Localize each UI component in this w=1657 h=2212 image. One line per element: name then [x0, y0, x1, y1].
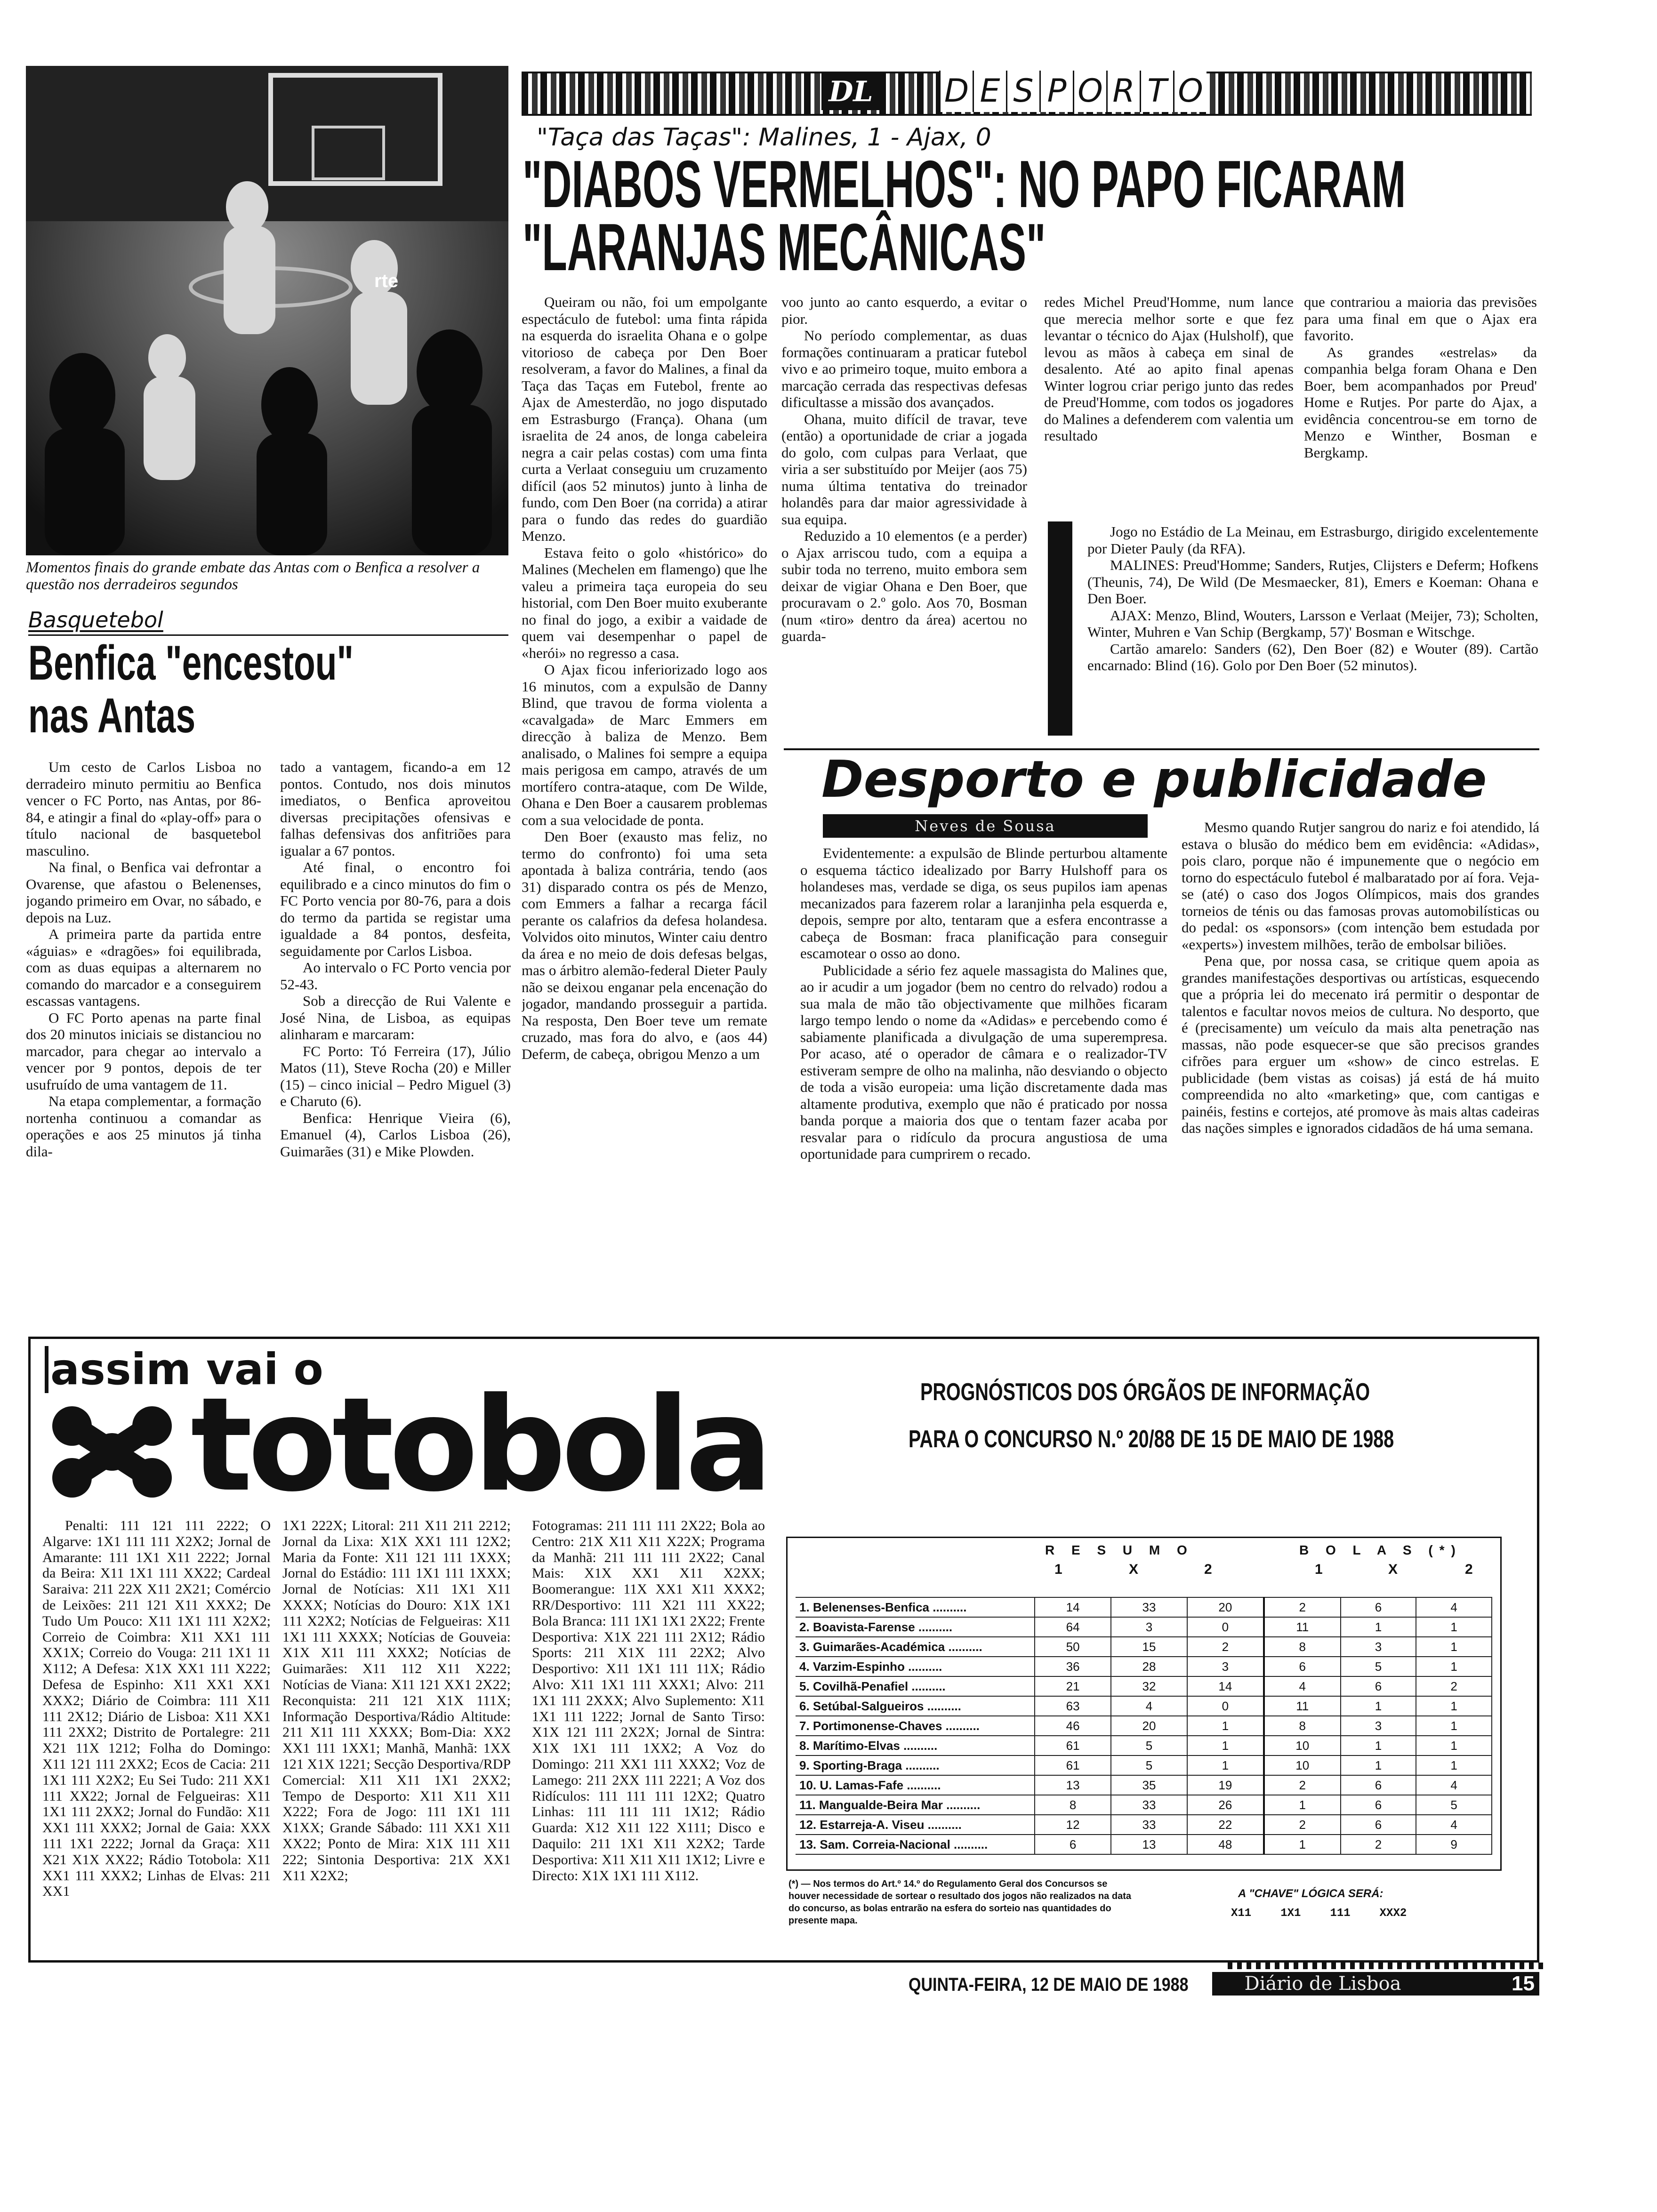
- resumo-cell: 0: [1187, 1617, 1264, 1637]
- bolas-cell: 11: [1264, 1696, 1341, 1716]
- paragraph: FC Porto: Tó Ferreira (17), Júlio Matos (11), Steve Rocha (20) e Miller (15) – cinco inicial – Pedro Miguel (3) e Charuto (6).: [280, 1042, 511, 1109]
- resumo-cell: 33: [1111, 1795, 1187, 1815]
- resumo-cell: 19: [1187, 1775, 1264, 1795]
- table-row: [796, 1637, 1492, 1657]
- bolas-cell: 10: [1264, 1736, 1341, 1755]
- paragraph: Até final, o encontro foi equilibrado e a cinco minutos do fim o FC Porto vencia por 80-76, para a dois do termo da partida se registar uma igualdade a 84 pontos, desfeita, seguidamente por Carlos Lisboa.: [280, 859, 511, 959]
- footer-date: QUINTA-FEIRA, 12 DE MAIO DE 1988: [909, 1974, 1189, 1995]
- resumo-cell: 33: [1111, 1597, 1187, 1617]
- resumo-cell: 12: [1035, 1815, 1111, 1835]
- paragraph: Na final, o Benfica vai defrontar a Ovarense, que afastou o Belenenses, jogando primeiro em Ovar, no sábado, e depois na Luz.: [26, 859, 261, 926]
- totobola-list-column-1: Penalti: 111 121 111 2222; O Algarve: 1X1 111 111 X2X2; Jornal de Amarante: 111 1X1 X11 2222; Jornal da Beira: X11 1X1 111 XX22; Cardeal Saraiva: 211 22X X11 2X21; Comércio de Leixões: 211 121 X11 XXX2; De Tudo Um Pouco: X11 1X1 111 X2X2; Correio de Coimbra: X11 XX1 111 XX1X; Correio do Vouga: 211 1X1 11 X112; A Defesa: X1X XX1 111 X222; Defesa de Espinho: X11 XX1 XX1 XXX2; Diário de Coimbra: 111 X11 111 2X12; Diário de Lisboa: X11 XX1 111 2XX2; Distrito de Portalegre: 211 X21 11X 1212; Folha do Domingo: X11 121 111 2XX2; Ecos de Cacia: 211 1X1 111 X2X2; Eu Sei Tudo: 211 XX1 111 XX22; Jornal de Felgueiras: X11 1X1 111 2XX2; Jornal do Fundão: X11 XX1 111 XXX2; Jornal de Gaia: XXX 111 1X1 2222; Jornal da Graça: X11 X21 X1X XX22; Rádio Totobola: X11 XX1 111 XXX2; Linhas de Elvas: 211 XX1: [42, 1518, 271, 1899]
- paragraph: Ao intervalo o FC Porto vencia por 52-43.: [280, 959, 511, 993]
- bolas-cell: 1: [1341, 1617, 1416, 1637]
- resumo-cell: 1: [1187, 1736, 1264, 1755]
- football-kicker: "Taça das Taças": Malines, 1 - Ajax, 0: [537, 123, 991, 152]
- prognosticos-table: [796, 1597, 1492, 1855]
- football-text-column-1: [522, 294, 767, 1334]
- resumo-cell: 8: [1035, 1795, 1111, 1815]
- football-text-column-4: [1304, 294, 1537, 505]
- publicidade-title: Desporto e publicidade: [821, 750, 1487, 809]
- basketball-text-column-2: [280, 759, 511, 1319]
- game-name: 13. Sam. Correia-Nacional ..........: [796, 1835, 1035, 1854]
- resumo-cell: 64: [1035, 1617, 1111, 1637]
- paragraph: Na etapa complementar, a formação nortenha continuou a comandar as operações e aos 25 minutos já tinha dila-: [26, 1093, 261, 1160]
- resumo-cell: 3: [1187, 1657, 1264, 1676]
- bolas-cell: 1: [1416, 1617, 1492, 1637]
- section-letter: E: [973, 71, 1006, 112]
- section-letter: P: [1039, 71, 1073, 112]
- resumo-column-header: 1: [1054, 1562, 1062, 1577]
- totobola-logo-text: totobola: [191, 1370, 768, 1520]
- paragraph: Estava feito o golo «histórico» do Malines (Mechelen em flamengo) que lhe valeu a primeira taça europeia do seu historial, com Den Boer muito exuberante no final do jogo, a exibir a vaidade de quem vai desempenhar o papel de «herói» no regresso a casa.: [522, 544, 767, 661]
- resumo-cell: 5: [1111, 1736, 1187, 1755]
- prognosticos-table-rows: [796, 1597, 1492, 1855]
- game-name: 4. Varzim-Espinho ..........: [796, 1657, 1035, 1676]
- bolas-cell: 2: [1264, 1775, 1341, 1795]
- basketball-headline-1: Benfica "encestou": [28, 636, 354, 690]
- table-row: [796, 1795, 1492, 1815]
- totobola-assim-label: assim vai o: [45, 1346, 323, 1393]
- football-headline-1: "DIABOS VERMELHOS": NO PAPO FICARAM: [523, 147, 1406, 222]
- basketball-photo-image: [26, 66, 508, 555]
- game-name: 5. Covilhã-Penafiel ..........: [796, 1676, 1035, 1696]
- paragraph: Queiram ou não, foi um empolgante espectáculo de futebol: uma finta rápida na esquerda do israelita Ohana e o golpe vitorioso de cabeça por Den Boer resolveram, a favor do Malines, a final da Taça das Taças em Futebol, frente ao Ajax de Amesterdão, no jogo disputado em Estrasburgo (França). Ohana (um israelita de 24 anos, de longa cabeleira negra a cair pelas costas) com uma finta curta a Verlaat conseguiu um cruzamento difícil (aos 52 minutos) junto à linha de fundo, com Den Boer (na corrida) a atirar para o fundo das redes do guardião Menzo.: [522, 294, 767, 544]
- chave-value: 1X1: [1280, 1907, 1301, 1920]
- resumo-cell: 22: [1187, 1815, 1264, 1835]
- bolas-column-header: 1: [1315, 1562, 1323, 1577]
- resumo-cell: 28: [1111, 1657, 1187, 1676]
- resumo-cell: 1: [1187, 1755, 1264, 1775]
- bolas-cell: 1: [1341, 1696, 1416, 1716]
- bolas-cell: 8: [1264, 1716, 1341, 1736]
- resumo-cell: 5: [1111, 1755, 1187, 1775]
- resumo-cell: 36: [1035, 1657, 1111, 1676]
- game-name: 1. Belenenses-Benfica ..........: [796, 1597, 1035, 1617]
- bolas-column-header: 2: [1465, 1562, 1473, 1577]
- resumo-column-header: X: [1129, 1562, 1139, 1577]
- prognosticos-subtitle: PARA O CONCURSO N.º 20/88 DE 15 DE MAIO DE 1988: [909, 1426, 1394, 1453]
- section-title-desporto: [939, 71, 1207, 112]
- bolas-cell: 4: [1264, 1676, 1341, 1696]
- resumo-cell: 46: [1035, 1716, 1111, 1736]
- table-row: [796, 1657, 1492, 1676]
- lineup-box-bar: [1048, 521, 1072, 736]
- chave-value: X11: [1231, 1907, 1252, 1920]
- paragraph: Pena que, por nossa casa, se critique quem apoia as grandes manifestações desportivas ou artísticas, esquecendo que a própria lei do mecenato irá permitir o despontar de talentos e facultar novos meios de cultura. No desporto, que é (precisamente) um veículo da mais alta penetração nas massas, não pode esquecer-se que são precisos grandes cifrões para erguer um «show» de cinco estrelas. E publicidade (bem vistas as coisas) já está de há muito compreendida no alto «marketing» que, com cantigas e painéis, festins e cortejos, até promove às mais altas cadeiras das nações simples e ignorados cidadãos de há uma semana.: [1182, 953, 1539, 1136]
- footer-page-number: 15: [1433, 1972, 1539, 1996]
- resumo-cell: 15: [1111, 1637, 1187, 1657]
- paragraph: Sob a direcção de Rui Valente e José Nina, de Lisboa, as equipas alinharam e marcaram:: [280, 993, 511, 1042]
- section-letter: T: [1140, 71, 1173, 112]
- bolas-cell: 6: [1264, 1657, 1341, 1676]
- bolas-cell: 2: [1341, 1835, 1416, 1854]
- resumo-cell: 50: [1035, 1637, 1111, 1657]
- football-headline-2: "LARANJAS MECÂNICAS": [523, 210, 1046, 285]
- bolas-cell: 2: [1416, 1676, 1492, 1696]
- bolas-cell: 10: [1264, 1755, 1341, 1775]
- table-row: [796, 1736, 1492, 1755]
- section-letter: S: [1006, 71, 1039, 112]
- game-name: 3. Guimarães-Académica ..........: [796, 1637, 1035, 1657]
- resumo-column-header: 2: [1204, 1562, 1212, 1577]
- svg-text:rte: rte: [374, 271, 399, 291]
- bolas-cell: 5: [1416, 1795, 1492, 1815]
- footer-paper-name: Diário de Lisboa: [1212, 1972, 1433, 1996]
- resumo-cell: 14: [1187, 1676, 1264, 1696]
- resumo-cell: 63: [1035, 1696, 1111, 1716]
- newspaper-logo: DL: [821, 73, 880, 110]
- bolas-column-header: X: [1388, 1562, 1398, 1577]
- basketball-text-column-1: [26, 759, 261, 1319]
- resumo-cell: 61: [1035, 1736, 1111, 1755]
- basketball-headline-2: nas Antas: [28, 689, 196, 743]
- paragraph: Publicidade a sério fez aquele massagista do Malines que, ao ir acudir a um jogador (bem no centro do relvado) rodou a sua mala de mão tão objectivamente que milhões ficaram largo tempo lendo o nome da «Adidas» e percebendo como é sabiamente planificada a divulgação de uma superempresa. Por acaso, até o operador de câmara e o realizador-TV estiveram sempre de olho na malinha, não desviando o objecto de toda a visão europeia: uma lição discretamente dada mas altamente produtiva, exemplo que não é praticado por nossa banda porque a maioria dos que o tentam fazer acaba por resvalar para o ridículo da procura angustiosa de uma oportunidade para cumprirem o recado.: [800, 962, 1167, 1162]
- paragraph: AJAX: Menzo, Blind, Wouters, Larsson e Verlaat (Meijer, 73); Scholten, Winter, Muhren e Van Schip (Bergkamp, 57)' Bosman e Witschge.: [1087, 607, 1538, 640]
- bolas-cell: 6: [1341, 1676, 1416, 1696]
- bolas-cell: 1: [1416, 1657, 1492, 1676]
- bolas-cell: 1: [1416, 1696, 1492, 1716]
- section-letter: D: [939, 71, 973, 112]
- game-name: 2. Boavista-Farense ..........: [796, 1617, 1035, 1637]
- bolas-cell: 1: [1416, 1755, 1492, 1775]
- paragraph: As grandes «estrelas» da companhia belga foram Ohana e Den Boer, bem acompanhados por Preud' Home e Rutjes. Por parte do Ajax, a evidência concentrou-se em torno de Menzo e Winther, Bosman e Bergkamp.: [1304, 344, 1537, 461]
- table-row: [796, 1617, 1492, 1637]
- table-row: [796, 1815, 1492, 1835]
- football-text-column-2: [781, 294, 1027, 748]
- bolas-cell: 6: [1341, 1775, 1416, 1795]
- bolas-cell: 1: [1416, 1716, 1492, 1736]
- chave-label: A "CHAVE" LÓGICA SERÁ:: [1238, 1887, 1384, 1900]
- resumo-cell: 48: [1187, 1835, 1264, 1854]
- paragraph: Reduzido a 10 elementos (e a perder) o Ajax arriscou tudo, com a equipa a subir toda no terreno, muito embora sem deixar de vigiar Ohana e Den Boer, que procuravam o 2.º golo. Aos 70, Bosman (num «tiro» dentro da área) acertou no guarda-: [781, 528, 1027, 644]
- game-name: 11. Mangualde-Beira Mar ..........: [796, 1795, 1035, 1815]
- table-row: [796, 1696, 1492, 1716]
- table-row: [796, 1755, 1492, 1775]
- chave-value: XXX2: [1379, 1907, 1407, 1920]
- paragraph: Jogo no Estádio de La Meinau, em Estrasburgo, dirigido excelentemente por Dieter Pauly (da RFA).: [1087, 523, 1538, 557]
- resumo-cell: 20: [1111, 1716, 1187, 1736]
- paragraph: No período complementar, as duas formações continuaram a praticar futebol vivo e ao primeiro toque, muito embora a marcação cerrada das respectivas defesas dificultasse a missão dos avançados.: [781, 327, 1027, 410]
- publicidade-author-bar: Neves de Sousa: [823, 814, 1148, 838]
- publicidade-text-column-1: [800, 845, 1167, 1337]
- table-row: [796, 1597, 1492, 1617]
- game-name: 8. Marítimo-Elvas ..........: [796, 1736, 1035, 1755]
- game-name: 12. Estarreja-A. Viseu ..........: [796, 1815, 1035, 1835]
- bolas-cell: 6: [1341, 1815, 1416, 1835]
- game-name: 10. U. Lamas-Fafe ..........: [796, 1775, 1035, 1795]
- paragraph: O Ajax ficou inferiorizado logo aos 16 minutos, com a expulsão de Danny Blind, que travou de forma violenta a «cavalgada» de Marc Emmers em direcção à baliza de Menzo. Bem analisado, o Malines foi sempre a equipa mais perigosa em campo, através de um mortífero contra-ataque, com De Wilde, Ohana e Den Boer a causarem problemas com a sua velocidade de ponta.: [522, 661, 767, 828]
- resumo-cell: 35: [1111, 1775, 1187, 1795]
- paragraph: voo junto ao canto esquerdo, a evitar o pior.: [781, 294, 1027, 327]
- totobola-list-column-2: 1X1 222X; Litoral: 211 X11 211 2212; Jornal da Lixa: X1X XX1 111 12X2; Maria da Fonte: X11 121 111 1XXX; Jornal do Estádio: 111 1X1 111 1XXX; Jornal de Notícias: X11 1X1 X11 XXXX; Notícias do Douro: X1X 1X1 111 X2X2; Notícias de Felgueiras: X11 1X1 111 XXXX; Notícias de Gouveia: X1X X11 111 XXX2; Notícias de Guimarães: X11 112 X11 X222; Notícias de Viana: X11 121 XX1 2X22; Reconquista: 211 121 X1X 111X; Informação Desportiva/Rádio Altitude: 211 X11 111 XXXX; Bom-Dia: XX2 XX1 111 1XX1; Manhã, Manhã: 1XX 121 X1X 1221; Secção Desportiva/RDP Comercial: X11 X11 1X1 2XX2; Tempo de Desporto: X11 X11 X11 X222; Fora de Jogo: 111 1X1 111 X1XX; Grande Sábado: 111 XX1 X11 XX22; Ponto de Mira: X1X 111 X11 222; Sintonia Desportiva: 21X XX1 X11 X2X2;: [282, 1518, 511, 1883]
- photo-caption: Momentos finais do grande embate das Antas com o Benfica a resolver a questão nos derradeiros segundos: [26, 559, 480, 593]
- bolas-cell: 11: [1264, 1617, 1341, 1637]
- chave-values: [1231, 1907, 1407, 1920]
- bolas-cell: 1: [1341, 1755, 1416, 1775]
- bolas-cell: 6: [1341, 1795, 1416, 1815]
- resumo-cell: 2: [1187, 1637, 1264, 1657]
- paragraph: Mesmo quando Rutjer sangrou do nariz e foi atendido, lá estava o blusão do médico bem em evidência: «Adidas», pois claro, porque não é impunemente que o negócio em torno do espectáculo futebol é malbaratado por aí fora. Veja-se (até) o caso dos Jogos Olímpicos, mais dos grandes torneios de ténis ou das famosas provas automobilísticas ou do pedal: os «sponsors» (com intenção bem estudada por «experts») investem milhões, terão de embolsar biliões.: [1182, 819, 1539, 953]
- section-letter: O: [1173, 71, 1207, 112]
- basketball-kicker: Basquetebol: [28, 607, 163, 633]
- resumo-cell: 61: [1035, 1755, 1111, 1775]
- table-row: [796, 1676, 1492, 1696]
- table-row: [796, 1716, 1492, 1736]
- bolas-cell: 6: [1341, 1597, 1416, 1617]
- game-name: 6. Setúbal-Salgueiros ..........: [796, 1696, 1035, 1716]
- paragraph: tado a vantagem, ficando-a em 12 pontos. Contudo, nos dois minutos imediatos, o Benfica aproveitou diversas precipitações ofensivas e falhas defensivas dos anfitriões para igualar a 67 pontos.: [280, 759, 511, 859]
- section-letter: R: [1106, 71, 1140, 112]
- bolas-cell: 3: [1341, 1637, 1416, 1657]
- bolas-label: B O L A S (*): [1299, 1543, 1462, 1557]
- paragraph: A primeira parte da partida entre «águias» e «dragões» foi equilibrada, com as duas equipas a alternarem no comando do marcador e a conseguirem escassas vantagens.: [26, 926, 261, 1009]
- resumo-cell: 21: [1035, 1676, 1111, 1696]
- resumo-cell: 0: [1187, 1696, 1264, 1716]
- totobola-footnote: (*) — Nos termos do Art.º 14.º do Regulamento Geral dos Concursos se houver necessidade de sortear o resultado dos jogos não realizados na data do concurso, as bolas entrarão na esfera do sorteio nas quantidades do presente mapa.: [788, 1879, 1131, 1926]
- football-text-column-3: [1044, 294, 1294, 496]
- bolas-cell: 9: [1416, 1835, 1492, 1854]
- resumo-cell: 6: [1035, 1835, 1111, 1854]
- paragraph: Evidentemente: a expulsão de Blinde perturbou altamente o esquema táctico idealizado por Barry Hulshoff para os holandeses mas, verdade se diga, os seus pupilos iam apenas mecanizados para fazerem rolar a laranjinha pela esquerda e, depois, sempre por alto, tentaram que a esfera encontrasse a cabeça de Bosman: fraca planificação para conseguir escamotear o osso ao dono.: [800, 845, 1167, 962]
- totobola-list-column-3: Fotogramas: 211 111 111 2X22; Bola ao Centro: 21X X11 X11 X22X; Programa da Manhã: 211 111 111 2X22; Canal Mais: X1X XX1 X11 X2XX; Boomerangue: 11X XX1 X11 XXX2; RR/Desportivo: 111 X21 111 XX22; Bola Branca: 111 1X1 1X1 2X22; Frente Desportiva: X1X 221 111 2X12; Rádio Sports: 211 X1X 111 22X2; Alvo Desportivo: X11 1X1 111 11X; Rádio Alvo: X11 1X1 111 XXX1; Alvo: 211 1X1 111 2XXX; Alvo Suplemento: X11 1X1 111 1222; Jornal de Santo Tirso: X1X 121 111 2X2X; Jornal de Sintra: X1X 1X1 111 1XX2; A Voz do Domingo: 211 XX1 111 XXX2; Voz de Lamego: 211 2XX 111 2221; A Voz dos Ridículos: 111 111 111 12X2; Quatro Linhas: 111 111 111 1X12; Rádio Guarda: X12 X11 122 X111; Disco e Daquilo: 211 1X1 X11 X2X2; Tarde Desportiva: X11 X11 X11 1X12; Livre e Directo: X1X 1X1 111 X112.: [532, 1518, 765, 1883]
- paragraph: Cartão amarelo: Sanders (62), Den Boer (82) e Wouter (89). Cartão encarnado: Blind (16). Golo por Den Boer (52 minutos).: [1087, 640, 1538, 673]
- prognosticos-title: PROGNÓSTICOS DOS ÓRGÃOS DE INFORMAÇÃO: [920, 1378, 1370, 1406]
- footer-dots: [1228, 1963, 1543, 1969]
- paragraph: redes Michel Preud'Homme, num lance que merecia melhor sorte e que fez levantar o técnico do Ajax (Hulsholf), que levou as mãos à cabeça em sinal de desalento. Até ao apito final apenas Winter logrou criar perigo junto das redes de Preud'Homme, com todos os jogadores do Malines a defenderem com valentia um resultado: [1044, 294, 1294, 444]
- table-row: [796, 1775, 1492, 1795]
- game-name: 7. Portimonense-Chaves ..........: [796, 1716, 1035, 1736]
- resumo-cell: 33: [1111, 1815, 1187, 1835]
- bolas-cell: 1: [1264, 1795, 1341, 1815]
- bolas-cell: 1: [1416, 1736, 1492, 1755]
- paragraph: Den Boer (exausto mas feliz, no termo do confronto) foi uma seta apontada à baliza contrária, tendo (aos 31) disparado contra os pés de Menzo, com Emmers a falhar a recarga fácil perante os calafrios da defesa holandesa. Volvidos oito minutos, Winter caiu dentro da área e no meio de dois defesas belgas, mas o árbitro alemão-federal Dieter Pauly não se deixou enganar pela encenação do jogador, mandando prosseguir a partida. Na resposta, Den Boer teve um remate cruzado, mas fora do alvo, e (aos 44) Deferm, de cabeça, obrigou Menzo a um: [522, 828, 767, 1062]
- bolas-cell: 8: [1264, 1637, 1341, 1657]
- paragraph: Um cesto de Carlos Lisboa no derradeiro minuto permitiu ao Benfica vencer o FC Porto, nas Antas, por 86-84, e atingir a final do «play-off» para o título nacional de basquetebol masculino.: [26, 759, 261, 859]
- resumo-cell: 13: [1035, 1775, 1111, 1795]
- paragraph: que contrariou a maioria das previsões para uma final em que o Ajax era favorito.: [1304, 294, 1537, 344]
- bolas-cell: 1: [1416, 1637, 1492, 1657]
- bolas-cell: 2: [1264, 1597, 1341, 1617]
- resumo-cell: 1: [1187, 1716, 1264, 1736]
- bolas-cell: 3: [1341, 1716, 1416, 1736]
- resumo-cell: 3: [1111, 1617, 1187, 1637]
- resumo-cell: 20: [1187, 1597, 1264, 1617]
- paragraph: O FC Porto apenas na parte final dos 20 minutos iniciais se distanciou no marcador, para chegar ao intervalo a vencer por 9 pontos, depois de ter usufruído de uma vantagem de 11.: [26, 1009, 261, 1093]
- totobola-cross-icon: [45, 1405, 181, 1499]
- chave-value: 111: [1330, 1907, 1351, 1920]
- bolas-cell: 4: [1416, 1775, 1492, 1795]
- bolas-cell: 5: [1341, 1657, 1416, 1676]
- resumo-cell: 13: [1111, 1835, 1187, 1854]
- totobola-logo-mark: [45, 1405, 181, 1499]
- game-name: 9. Sporting-Braga ..........: [796, 1755, 1035, 1775]
- publicidade-text-column-2: [1182, 819, 1539, 1337]
- lineup-box-text: [1087, 523, 1538, 740]
- bolas-cell: 4: [1416, 1815, 1492, 1835]
- resumo-cell: 14: [1035, 1597, 1111, 1617]
- table-row: [796, 1835, 1492, 1854]
- section-letter: O: [1073, 71, 1106, 112]
- resumo-cell: 26: [1187, 1795, 1264, 1815]
- resumo-cell: 32: [1111, 1676, 1187, 1696]
- bolas-cell: 1: [1264, 1835, 1341, 1854]
- bolas-cell: 2: [1264, 1815, 1341, 1835]
- resumo-label: R E S U M O: [1045, 1543, 1194, 1557]
- bolas-cell: 1: [1341, 1736, 1416, 1755]
- paragraph: Benfica: Henrique Vieira (6), Emanuel (4), Carlos Lisboa (26), Guimarães (31) e Mike Plowden.: [280, 1109, 511, 1160]
- paragraph: MALINES: Preud'Homme; Sanders, Rutjes, Clijsters e Deferm; Hofkens (Theunis, 74), De Wild (De Mesmaecker, 81), Emers e Koeman: Ohana e Den Boer.: [1087, 557, 1538, 607]
- resumo-cell: 4: [1111, 1696, 1187, 1716]
- paragraph: Ohana, muito difícil de travar, teve (então) a oportunidade de criar a jogada do golo, com culpas para Verlaat, que viria a ser substituído por Meijer (aos 75) numa última tentativa do treinador holandês para dar maior agressividade à sua equipa.: [781, 410, 1027, 528]
- bolas-cell: 4: [1416, 1597, 1492, 1617]
- basketball-photo: [26, 66, 508, 555]
